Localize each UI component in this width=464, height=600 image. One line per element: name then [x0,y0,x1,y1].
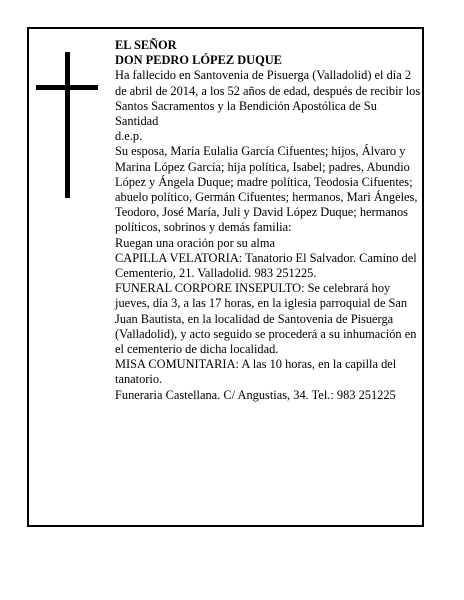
funeral-info: FUNERAL CORPORE INSEPULTO: Se celebrará hoy jueves, día 3, a las 17 horas, en la iglesia parroquial de San Juan Bautista, en la localidad de Santovenia de Pisuerga (Valladolid), y acto seguido se procederá a su inhumación en el cementerio de dicha localidad. [115,281,417,357]
deceased-name: DON PEDRO LÓPEZ DUQUE [115,53,282,68]
obituary-text [115,38,421,403]
death-announcement: Ha fallecido en Santovenia de Pisuerga (Valladolid) el día 2 de abril de 2014, a los 52 años de edad, después de recibir los Santos Sacramentos y la Bendición Apostólica de Su Santidad [115,68,421,129]
funeral-home-info: Funeraria Castellana. C/ Angustias, 34. Tel.: 983 251225 [115,387,396,402]
chapel-info: CAPILLA VELATORIA: Tanatorio El Salvador. Camino del Cementerio, 21. Valladolid. 983 251225. [115,250,417,281]
cross-vertical-bar [65,52,70,198]
cross-horizontal-bar [36,85,98,90]
cross-icon [36,52,98,198]
mass-info: MISA COMUNITARIA: A las 10 horas, en la capilla del tanatorio. [115,357,397,387]
prayer-request: Ruegan una oración por su alma [115,235,275,250]
dep-text: d.e.p. [115,129,143,144]
family-list: Su esposa, María Eulalia García Cifuentes; hijos, Álvaro y Marina López García; hija política, Isabel; padres, Abundio López y Ángela Duque; madre política, Teodosia Cifuentes; abuelo político, Germán Cifuentes; hermanos, Mari Ángeles, Teodoro, José María, Juli y David López Duque; hermanos políticos, sobrinos y demás familia: [115,144,418,235]
title-line-1: EL SEÑOR [115,38,177,52]
